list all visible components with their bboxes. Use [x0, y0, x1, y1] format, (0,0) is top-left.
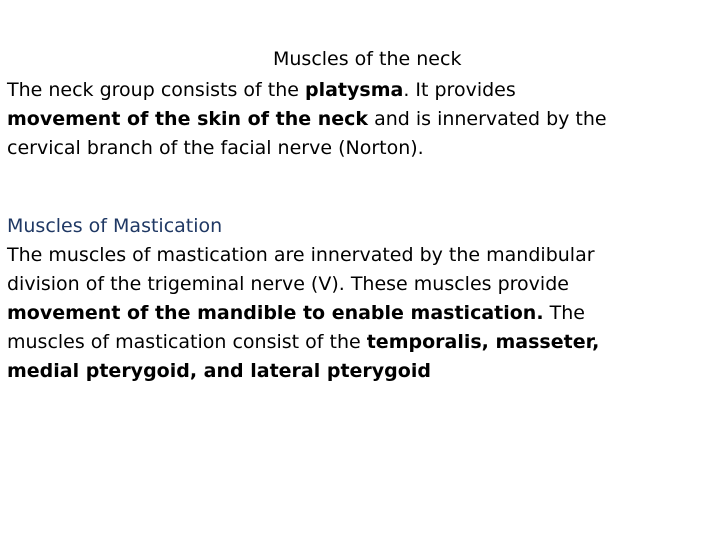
- neck-line-1: The neck group consists of the platysma. It provides: [7, 79, 516, 101]
- mastication-paragraph: [7, 241, 713, 386]
- neck-line-3: cervical branch of the facial nerve (Norton).: [7, 137, 424, 159]
- neck-line-2: movement of the skin of the neck and is innervated by the: [7, 108, 607, 130]
- mastication-line-2: division of the trigeminal nerve (V). These muscles provide: [7, 273, 569, 295]
- mastication-line-5: [7, 357, 713, 386]
- mastication-section-title: Muscles of Mastication: [7, 215, 223, 237]
- mandible-movement-phrase: movement of the mandible to enable mastication.: [7, 302, 544, 324]
- neck-section-title: Muscles of the neck: [273, 48, 462, 70]
- muscle-list-part-2: medial pterygoid, and lateral pterygoid: [7, 360, 431, 382]
- neck-paragraph: [7, 76, 713, 163]
- mastication-line-4: muscles of mastication consist of the temporalis, masseter,: [7, 331, 600, 353]
- neck-movement-phrase: movement of the skin of the neck: [7, 108, 369, 130]
- muscle-list-part-1: temporalis, masseter,: [366, 331, 600, 353]
- mastication-line-3: movement of the mandible to enable mastication. The: [7, 302, 585, 324]
- mastication-line-1: The muscles of mastication are innervated by the mandibular: [7, 244, 595, 266]
- platysma-term: platysma: [304, 79, 404, 101]
